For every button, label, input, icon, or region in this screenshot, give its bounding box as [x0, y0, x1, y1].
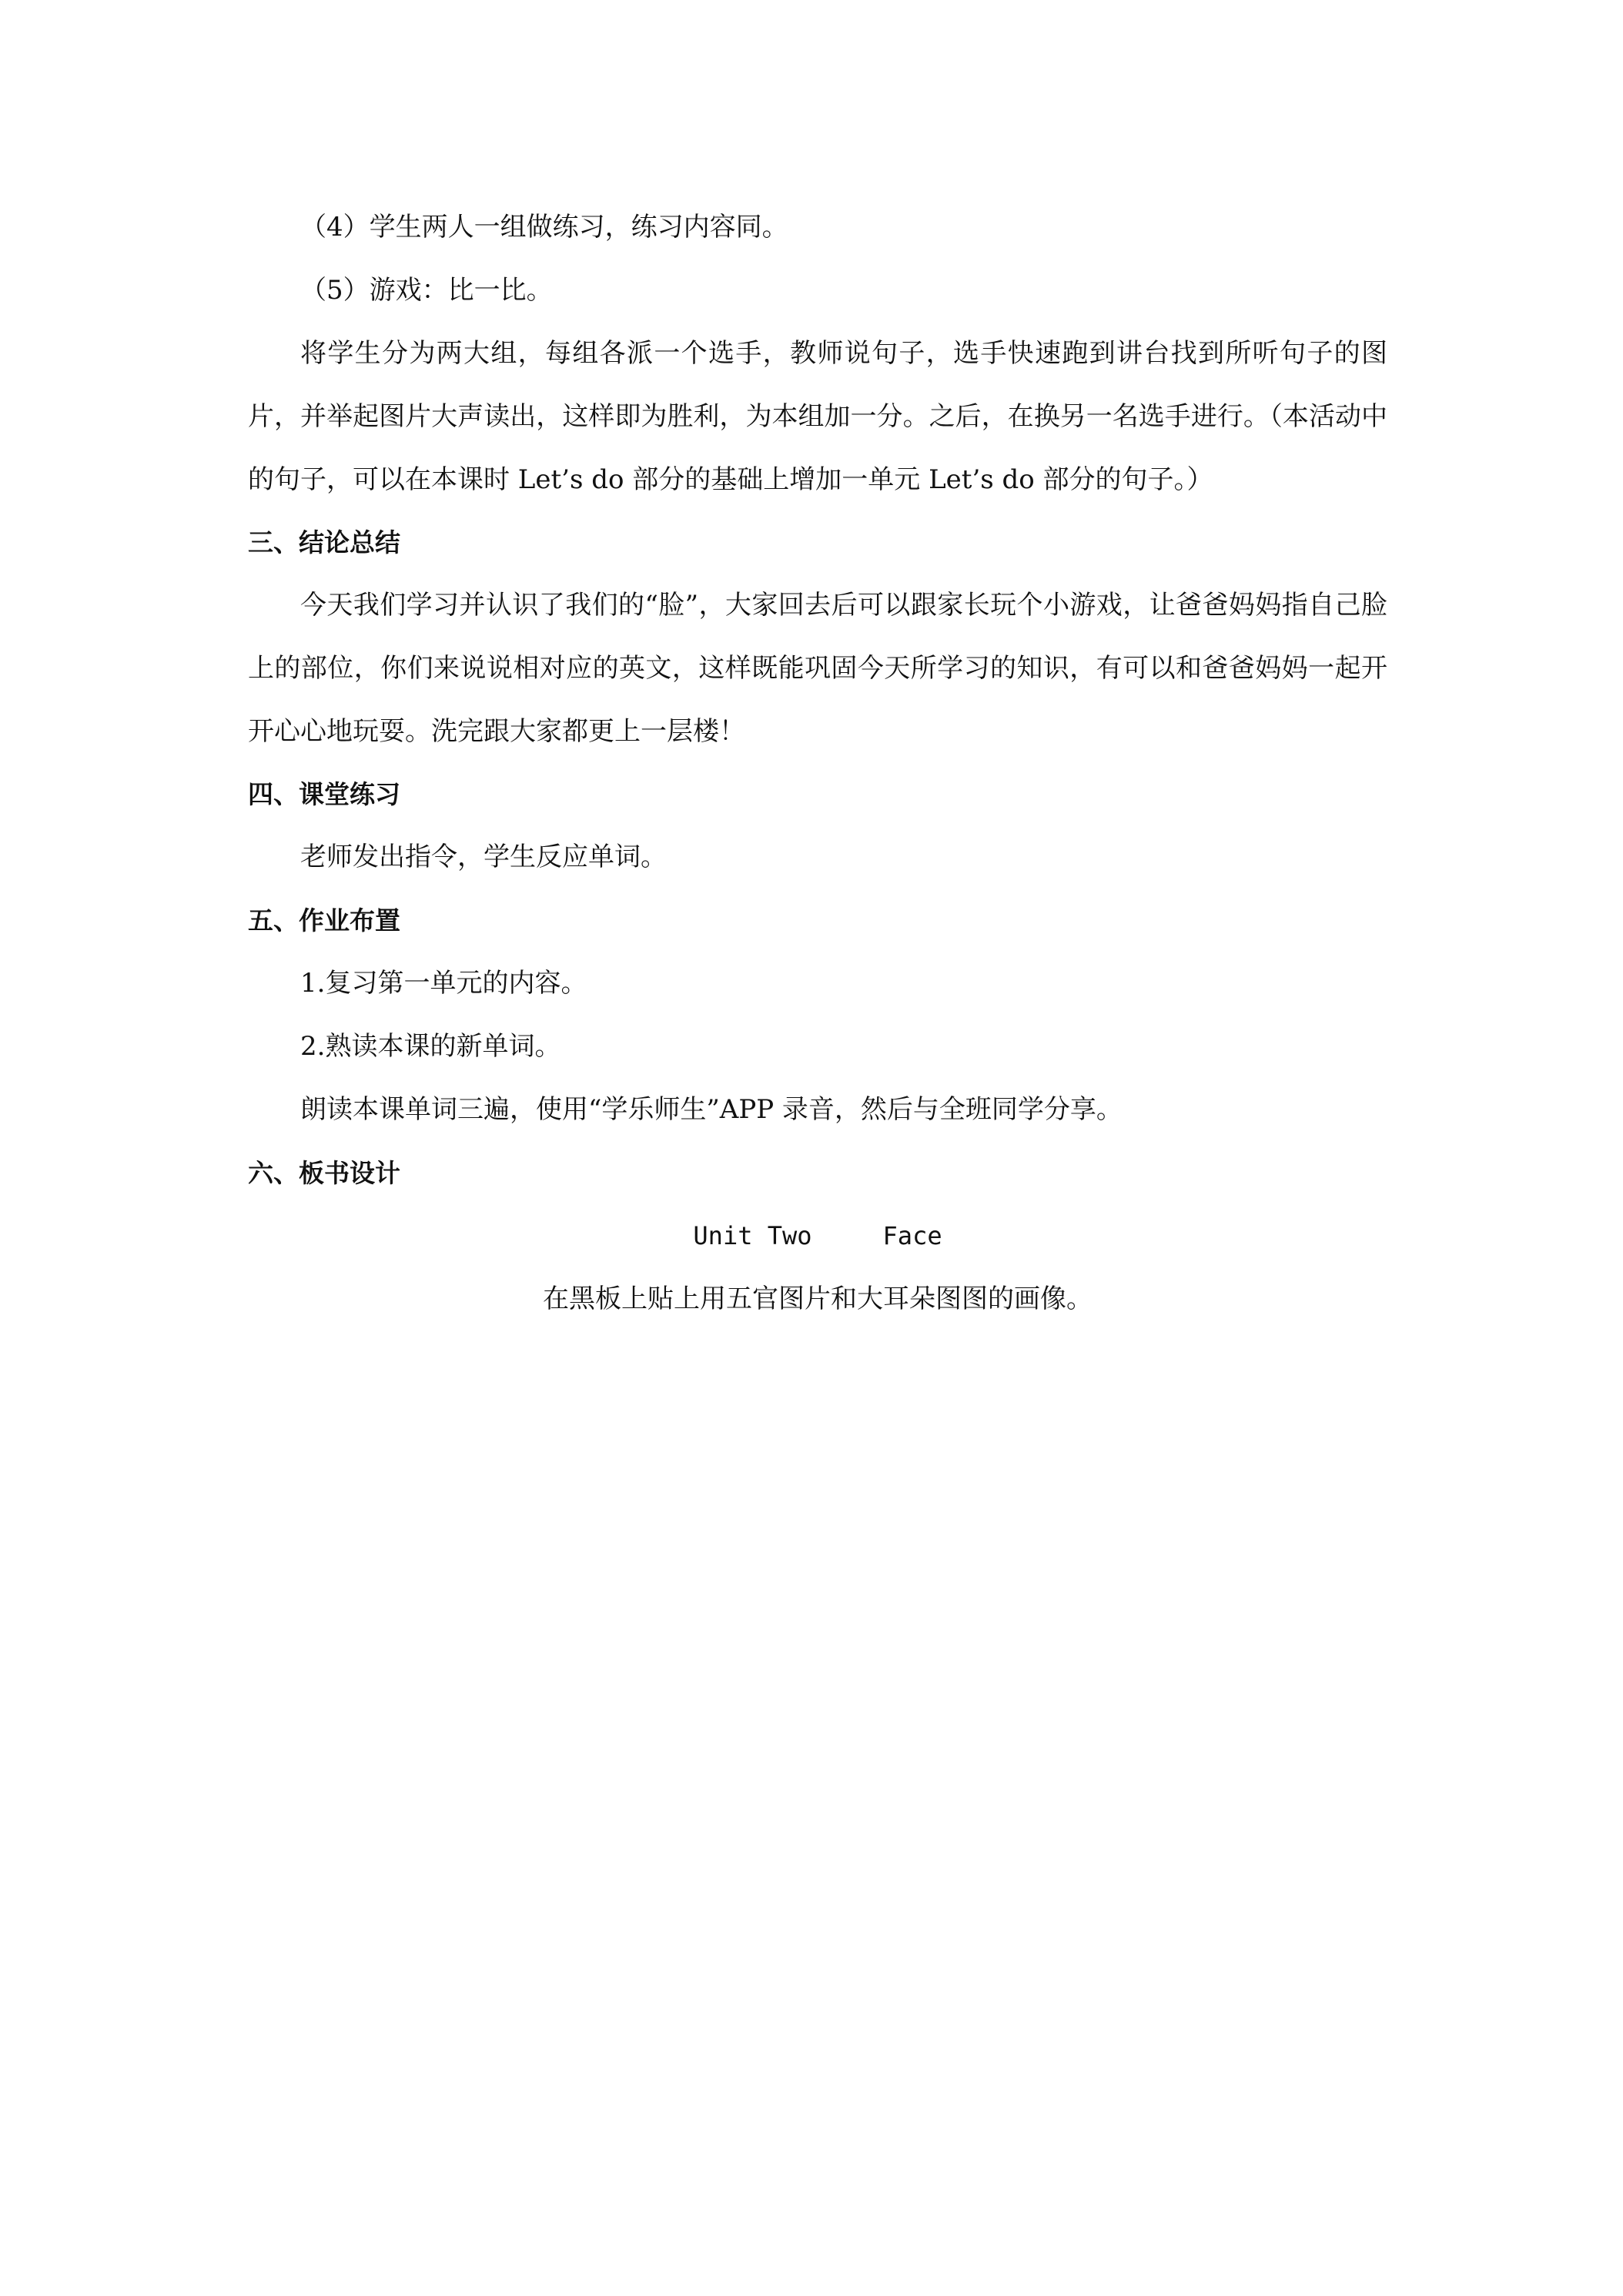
homework-item-3: 朗读本课单词三遍，使用“学乐师生”APP 录音，然后与全班同学分享。 — [300, 1094, 1123, 1125]
homework-item-2: 2.熟读本课的新单词。 — [300, 1031, 561, 1062]
section-heading-board-design: 六、板书设计 — [248, 1158, 400, 1188]
paragraph-practice-pairs: （4）学生两人一组做练习，练习内容同。 — [300, 212, 788, 243]
board-description: 在黑板上贴上用五官图片和大耳朵图图的画像。 — [543, 1284, 1093, 1314]
paragraph-classroom-practice: 老师发出指令，学生反应单词。 — [300, 842, 667, 872]
section-heading-conclusion: 三、结论总结 — [248, 527, 400, 557]
section-heading-classroom-practice: 四、课堂练习 — [248, 779, 400, 809]
paragraph-game-description: 将学生分为两大组，每组各派一个选手，教师说句子，选手快速跑到讲台找到所听句子的图片，并举起图片大声读出，这样即为胜利，为本组加一分。之后，在换另一名选手进行。（本活动中的句子，可以在本课时 Let’s do 部分的基础上增加一单元 Let’s do 部分的句子。） — [248, 338, 1387, 495]
board-topic: Face — [882, 1221, 942, 1250]
board-title — [248, 1215, 1387, 1257]
board-unit: Unit Two — [693, 1221, 812, 1250]
document-body — [248, 206, 1387, 1341]
section-heading-homework: 五、作业布置 — [248, 905, 400, 935]
homework-item-1: 1.复习第一单元的内容。 — [300, 968, 587, 999]
paragraph-conclusion: 今天我们学习并认识了我们的“脸”，大家回去后可以跟家长玩个小游戏，让爸爸妈妈指自己脸上的部位，你们来说说相对应的英文，这样既能巩固今天所学习的知识，有可以和爸爸妈妈一起开开心心地玩耍。洗完跟大家都更上一层楼！ — [248, 590, 1387, 747]
paragraph-game-title: （5）游戏：比一比。 — [300, 275, 553, 306]
